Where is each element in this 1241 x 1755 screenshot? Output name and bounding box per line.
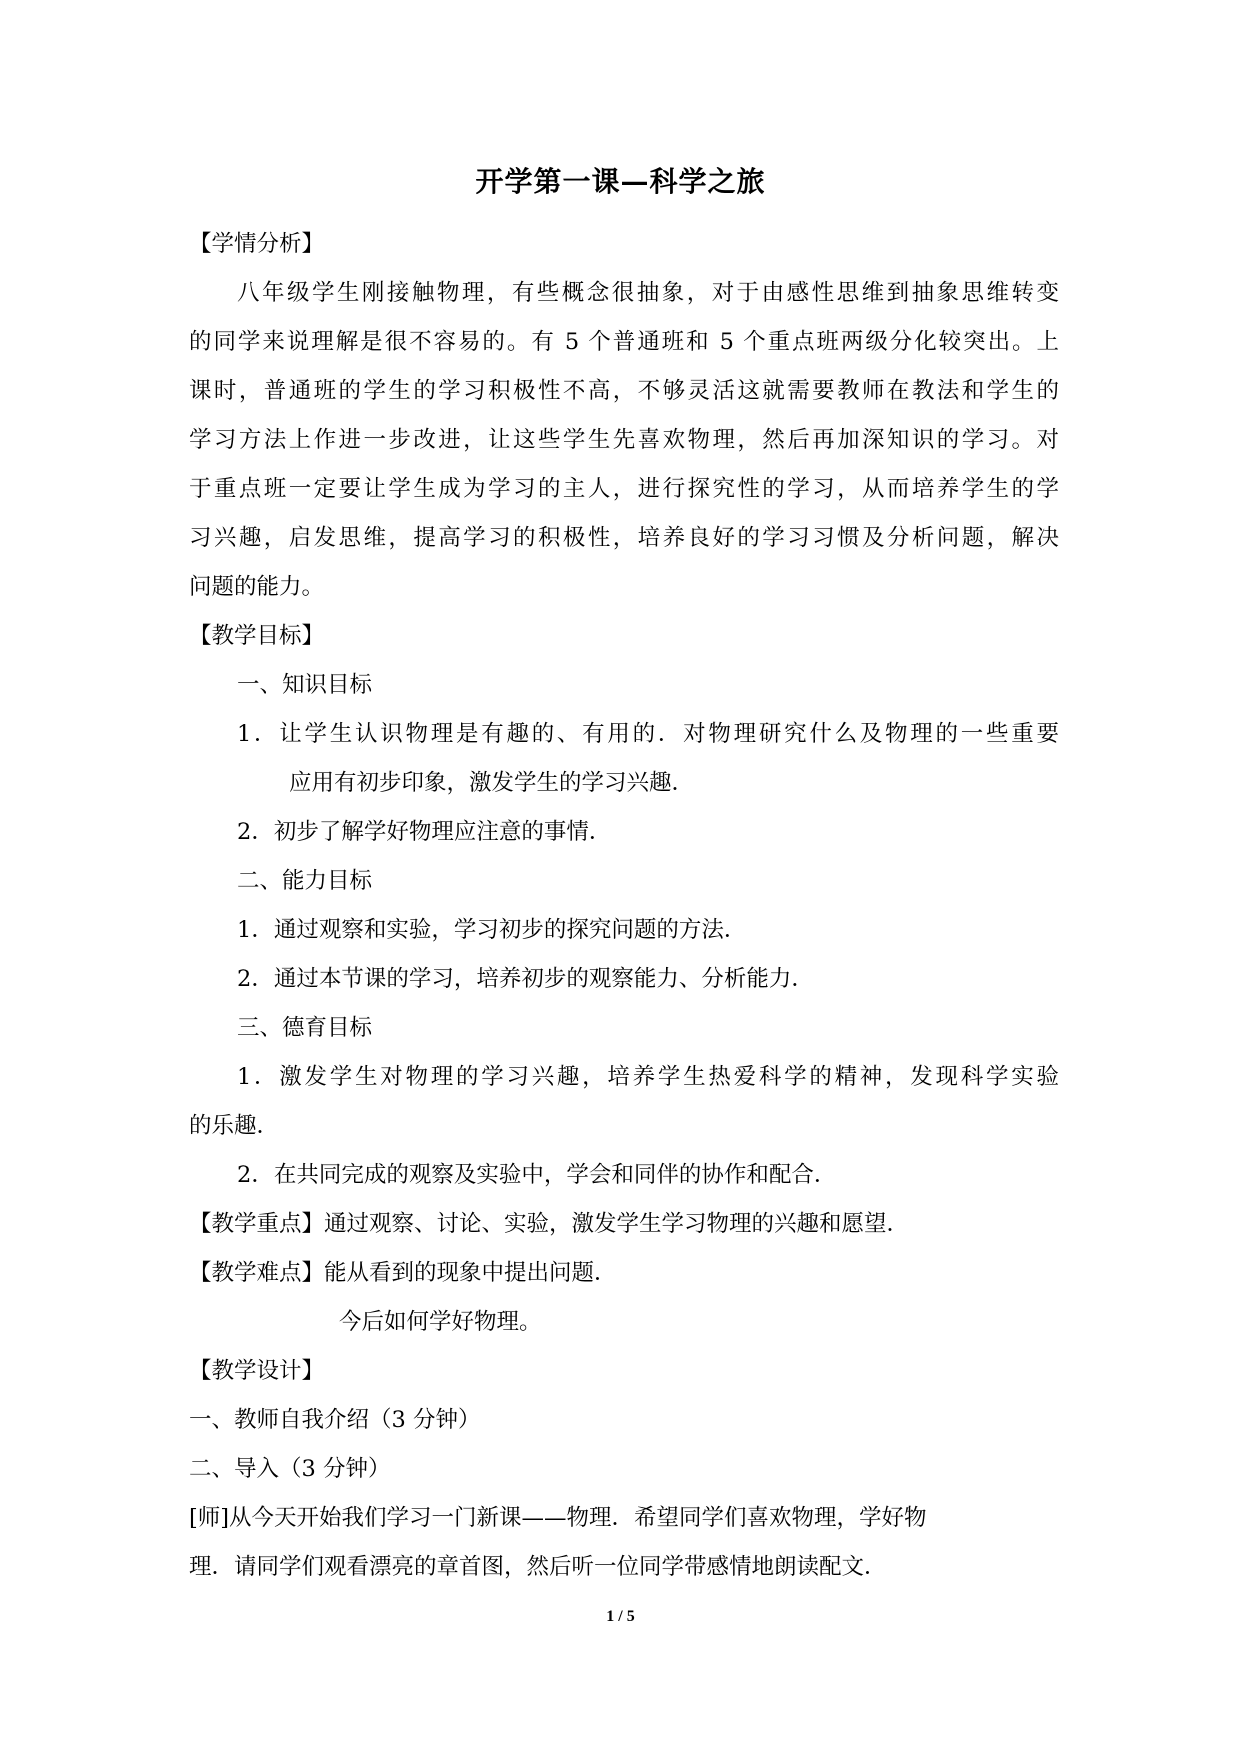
teaching-key-point: 【教学重点】通过观察、讨论、实验，激发学生学习物理的兴趣和愿望． — [189, 1211, 910, 1237]
paragraph-line: 理．请同学们观看漂亮的章首图，然后听一位同学带感情地朗读配文． — [189, 1554, 887, 1580]
subheading-moral-goals: 三、德育目标 — [237, 1015, 373, 1041]
section-heading-teaching-goals: 【教学目标】 — [189, 623, 325, 649]
list-item: 1．激发学生对物理的学习兴趣，培养学生热爱科学的精神，发现科学实验 — [237, 1064, 1059, 1090]
subheading-knowledge-goals: 一、知识目标 — [237, 672, 373, 698]
document-title: 开学第一课—科学之旅 — [475, 165, 766, 198]
teaching-difficulty-continuation: 今后如何学好物理。 — [339, 1309, 542, 1335]
paragraph-line: 课时，普通班的学生的学习积极性不高，不够灵活这就需要教师在教法和学生的 — [189, 378, 1059, 404]
page-number: 1 / 5 — [606, 1608, 635, 1625]
teaching-difficulty: 【教学难点】能从看到的现象中提出问题． — [189, 1260, 617, 1286]
paragraph-line: [师]从今天开始我们学习一门新课——物理．希望同学们喜欢物理，学好物 — [189, 1505, 927, 1531]
list-item: 1．让学生认识物理是有趣的、有用的．对物理研究什么及物理的一些重要 — [237, 721, 1059, 747]
paragraph-line: 于重点班一定要让学生成为学习的主人，进行探究性的学习，从而培养学生的学 — [189, 476, 1059, 502]
design-step: 二、导入（3 分钟） — [189, 1456, 391, 1482]
document-body — [189, 220, 1059, 1592]
list-item: 2．在共同完成的观察及实验中，学会和同伴的协作和配合． — [237, 1162, 837, 1188]
paragraph-line: 的同学来说理解是很不容易的。有 5 个普通班和 5 个重点班两级分化较突出。上 — [189, 329, 1059, 355]
section-heading-teaching-design: 【教学设计】 — [189, 1358, 325, 1384]
paragraph-line: 八年级学生刚接触物理，有些概念很抽象，对于由感性思维到抽象思维转变 — [237, 280, 1059, 306]
list-item-continuation: 的乐趣． — [189, 1113, 280, 1139]
paragraph-line: 问题的能力。 — [189, 574, 325, 600]
paragraph-line: 学习方法上作进一步改进，让这些学生先喜欢物理，然后再加深知识的学习。对 — [189, 427, 1059, 453]
list-item-continuation: 应用有初步印象，激发学生的学习兴趣． — [289, 770, 695, 796]
list-item: 1．通过观察和实验，学习初步的探究问题的方法． — [237, 917, 747, 943]
design-step: 一、教师自我介绍（3 分钟） — [189, 1407, 481, 1433]
list-item: 2．初步了解学好物理应注意的事情． — [237, 819, 612, 845]
list-item: 2．通过本节课的学习，培养初步的观察能力、分析能力． — [237, 966, 814, 992]
paragraph-line: 习兴趣，启发思维，提高学习的积极性，培养良好的学习习惯及分析问题，解决 — [189, 525, 1059, 551]
subheading-ability-goals: 二、能力目标 — [237, 868, 373, 894]
section-heading-student-analysis: 【学情分析】 — [189, 231, 325, 257]
